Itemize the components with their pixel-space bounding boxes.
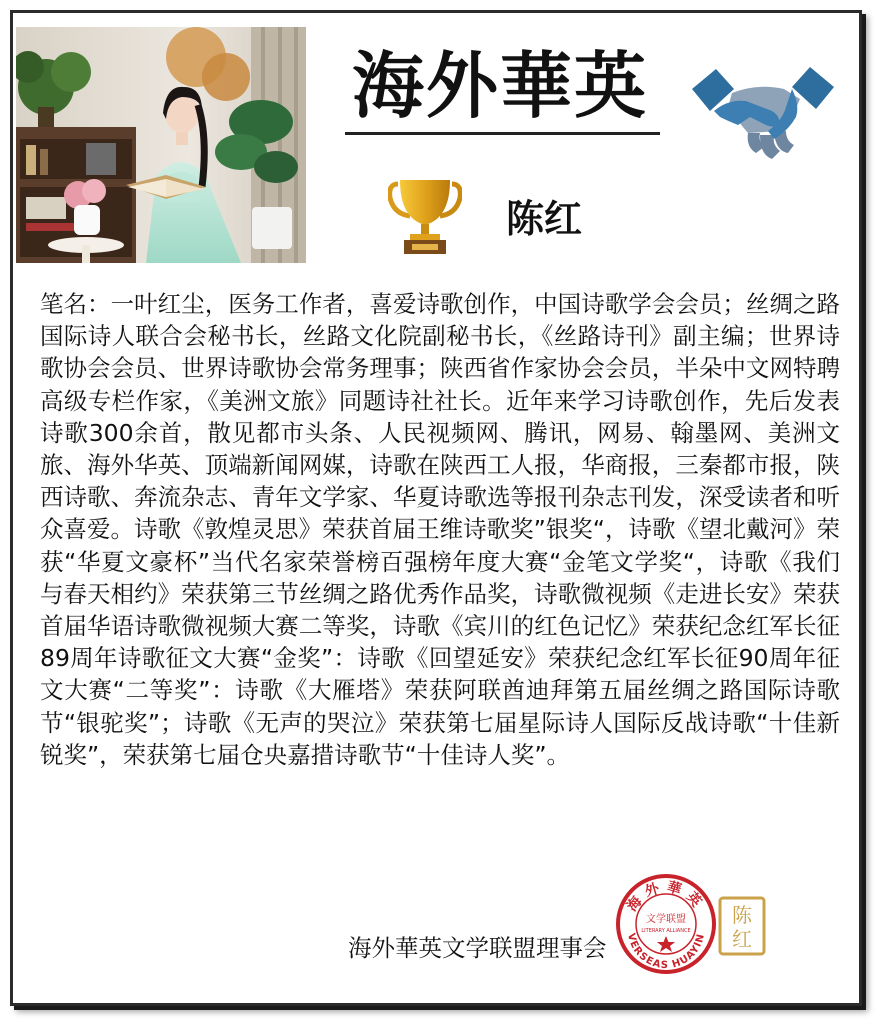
handshake-icon	[688, 55, 838, 173]
title-underline	[345, 132, 660, 135]
trophy-icon	[388, 176, 462, 258]
seal-center-text: 文学联盟	[646, 914, 686, 925]
organization-seal	[614, 872, 718, 976]
seal-center-sub: LITERARY ALLIANCE	[641, 928, 691, 934]
title-text: 海外華英	[352, 43, 649, 128]
honoree-name: 陈红	[506, 197, 583, 241]
organization-signature: 海外華英文学联盟理事会	[348, 934, 607, 962]
seal-bottom-text: VERSEAS HUAYIN	[625, 932, 707, 972]
biography-text: 笔名：一叶红尘，医务工作者，喜爱诗歌创作，中国诗歌学会会员；丝绸之路国际诗人联合会秘书长，丝路文化院副秘书长，《丝路诗刊》副主编；世界诗歌协会会员、世界诗歌协会常务理事；陕西省作家协会会员，半朵中文网特聘高级专栏作家，《美洲文旅》同题诗社社长。近年来学习诗歌创作，先后发表诗歌300余首，散见都市头条、人民视频网、腾讯，网易、翰墨网、美洲文旅、海外华英、顶端新闻网媒，诗歌在陕西工人报，华商报，三秦都市报，陕西诗歌、奔流杂志、青年文学家、华夏诗歌选等报刊杂志刊发，深受读者和听众喜爱。诗歌《敦煌灵思》荣获首届王维诗歌奖”银奖“，诗歌《望北戴河》荣获“华夏文豪杯”当代名家荣誉榜百强榜年度大赛“金笔文学奖“，诗歌《我们与春天相约》荣获第三节丝绸之路优秀作品奖，诗歌微视频《走进长安》荣获首届华语诗歌微视频大赛二等奖，诗歌《宾川的红色记忆》荣获纪念红军长征89周年诗歌征文大赛“金奖”：诗歌《回望延安》荣获纪念红军长征90周年征文大赛“二等奖”：诗歌《大雁塔》荣获阿联酋迪拜第五届丝绸之路国际诗歌节“银驼奖”；诗歌《无声的哭泣》荣获第七届星际诗人国际反战诗歌“十佳新锐奖”，荣获第七届仓央嘉措诗歌节“十佳诗人奖”。	[40, 290, 840, 769]
svg-text:海外華英	[623, 878, 708, 915]
stamp-char-2: 红	[732, 927, 752, 951]
seal-top-text: 海外華英	[624, 879, 708, 915]
stamp-char-1: 陈	[732, 903, 752, 927]
personal-stamp	[718, 896, 766, 956]
portrait-photo	[16, 27, 306, 263]
